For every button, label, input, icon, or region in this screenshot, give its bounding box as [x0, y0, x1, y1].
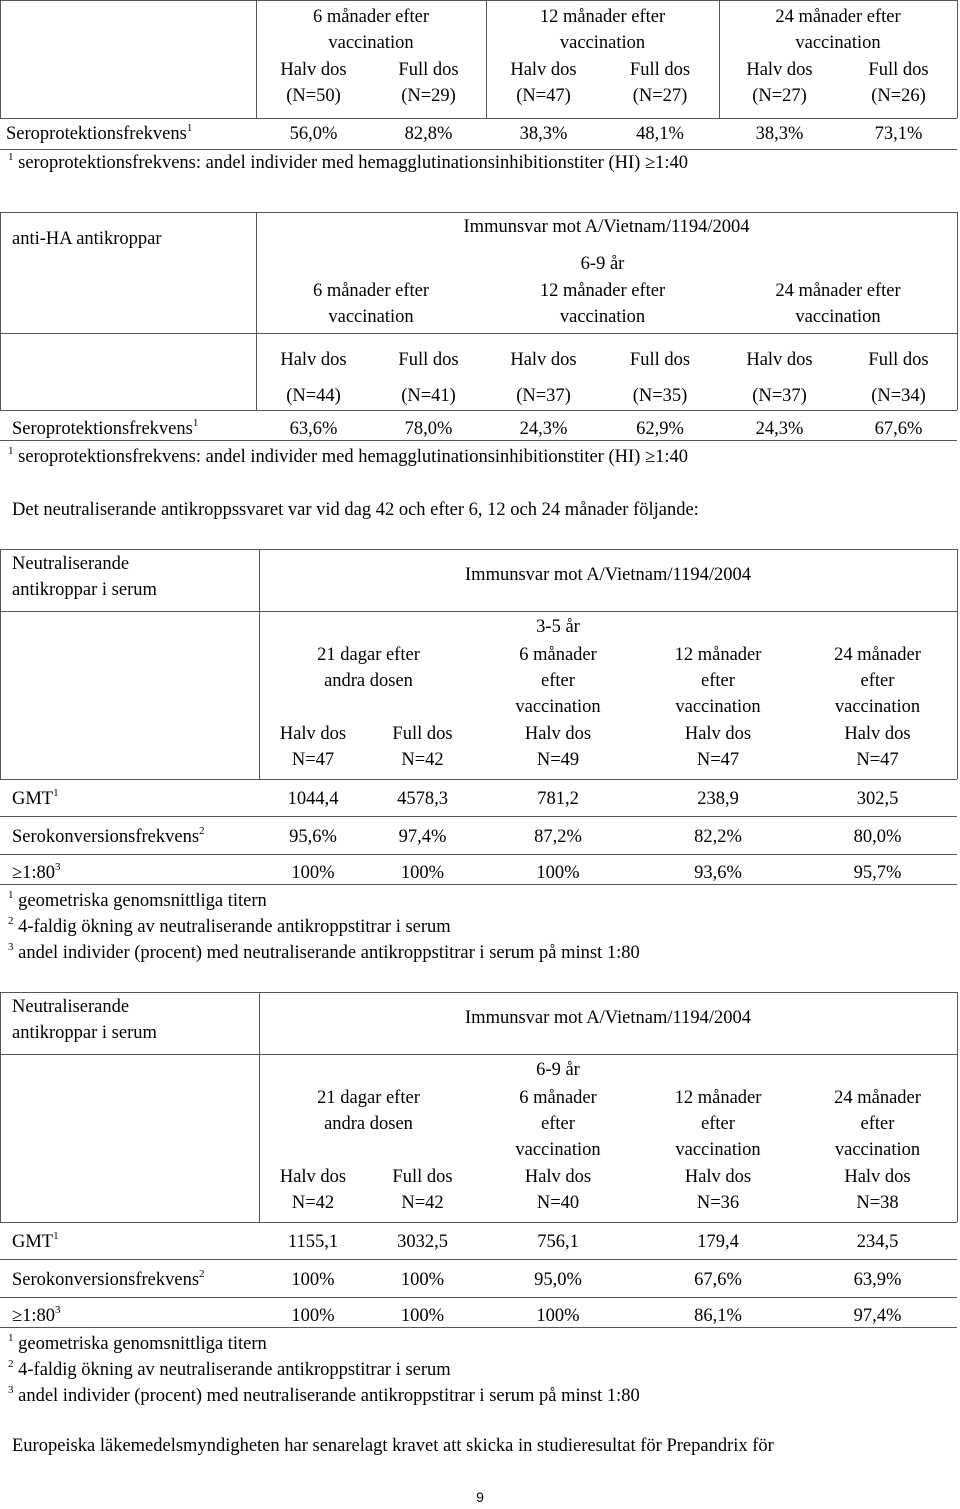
t2-cell: 62,9%	[636, 419, 684, 439]
t4-row-label-180: $\ge 1:80^3$	[12, 1304, 61, 1326]
t2-group-6m: 6 månader efter vaccination	[312, 281, 430, 327]
footnote: $^1$ geometriska genomsnittliga titern	[8, 1332, 267, 1354]
t3-footnotes	[8, 888, 640, 966]
t1-cell: 48,1%	[636, 124, 684, 144]
t1-cell: 82,8%	[404, 124, 453, 144]
t3-cell: 1044,4	[287, 789, 339, 809]
t2-footnote: $^1$ seroprotektionsfrekvens: andel individer med hemagglutinationsinhibitionstiter (HI) ≥1:40	[8, 445, 688, 467]
t3-row-label-gmt: GMT$^1$	[12, 787, 59, 809]
t2-cell: 78,0%	[404, 419, 453, 439]
t4-cell: 86,1%	[694, 1306, 742, 1326]
t2-row-label: Seroprotektionsfrekvens$^1$	[12, 417, 199, 439]
t2-col-header: Full dos (N=35)	[629, 350, 691, 406]
t3-cell: 781,2	[537, 789, 579, 809]
t2-cell: 24,3%	[519, 419, 568, 439]
t4-footnotes	[8, 1331, 640, 1409]
footnote: $^2$ 4-faldig ökning av neutraliserande antikroppstitrar i serum	[8, 915, 451, 937]
t3-col-header: 12 månader efter vaccination	[674, 645, 762, 717]
t1-col-header: Full dos (N=27)	[629, 60, 691, 106]
t1-cell: 38,3%	[519, 124, 568, 144]
t4-cell: 97,4%	[853, 1306, 902, 1326]
t2-corner-label: anti-HA antikroppar	[12, 229, 162, 249]
intro-text: Det neutraliserande antikroppssvaret var vid dag 42 och efter 6, 12 och 24 månader följande:	[12, 500, 699, 520]
t4-col-header: 24 månader efter vaccination	[834, 1088, 921, 1160]
t3-dose-header: Halv dos N=47	[279, 724, 347, 770]
t3-corner-label: Neutraliserande antikroppar i serum	[12, 554, 157, 600]
t1-cell: 56,0%	[289, 124, 338, 144]
t3-title: Immunsvar mot A/Vietnam/1194/2004	[465, 565, 751, 585]
t4-col-header: 12 månader efter vaccination	[674, 1088, 762, 1160]
t4-cell: 179,4	[697, 1232, 739, 1252]
footnote: $^1$ geometriska genomsnittliga titern	[8, 889, 267, 911]
t3-row-label-serokonversion: Serokonversionsfrekvens$^2$	[12, 825, 205, 847]
t4-cell: 100%	[400, 1270, 445, 1290]
t4-corner-label: Neutraliserande antikroppar i serum	[12, 997, 157, 1043]
t1-group-6m: 6 månader efter vaccination	[312, 7, 430, 53]
t2-col-header: Halv dos (N=37)	[510, 350, 577, 406]
t4-cell: 100%	[291, 1306, 335, 1326]
t3-cell: 80,0%	[853, 827, 902, 847]
t2-group-12m: 12 månader efter vaccination	[539, 281, 666, 327]
t3-dose-header: Halv dos N=47	[844, 724, 911, 770]
t3-row-label-180: $\ge 1:80^3$	[12, 861, 61, 883]
t3-col-header: 6 månader efter vaccination	[515, 645, 601, 717]
t1-col-header: Halv dos (N=27)	[746, 60, 813, 106]
t4-dose-header: Halv dos N=42	[279, 1167, 347, 1213]
t3-cell: 95,7%	[853, 863, 902, 883]
t4-cell: 63,9%	[853, 1270, 902, 1290]
footnote: $^3$ andel individer (procent) med neutraliserande antikroppstitrar i serum på minst 1:80	[8, 1384, 640, 1406]
page-number: 9	[476, 1489, 484, 1505]
t3-cell: 82,2%	[694, 827, 742, 847]
t2-group-24m: 24 månader efter vaccination	[775, 281, 901, 327]
t4-dose-header: Full dos N=42	[392, 1167, 453, 1213]
t1-col-header: Halv dos (N=50)	[280, 60, 347, 106]
t4-cell: 756,1	[537, 1232, 579, 1252]
t3-age: 3-5 år	[536, 617, 580, 637]
t4-row-label-gmt: GMT$^1$	[12, 1230, 59, 1252]
t4-cell: 67,6%	[694, 1270, 742, 1290]
t3-dose-header: Halv dos N=47	[684, 724, 752, 770]
t3-dose-header: Full dos N=42	[392, 724, 453, 770]
t4-cell: 100%	[400, 1306, 445, 1326]
t4-cell: 3032,5	[397, 1232, 448, 1252]
t2-col-header: Halv dos (N=44)	[280, 350, 347, 406]
t2-cell: 63,6%	[289, 419, 338, 439]
closing-paragraph: Europeiska läkemedelsmyndigheten har senarelagt kravet att skicka in studieresultat för Prepandrix för	[12, 1436, 774, 1456]
t2-col-header: Full dos (N=41)	[398, 350, 459, 406]
t4-cell: 95,0%	[534, 1270, 582, 1290]
t4-row-label-serokonversion: Serokonversionsfrekvens$^2$	[12, 1268, 205, 1290]
t2-age: 6-9 år	[580, 254, 625, 274]
t4-cell: 100%	[291, 1270, 335, 1290]
t4-cell: 100%	[536, 1306, 580, 1326]
t3-cell: 238,9	[697, 789, 739, 809]
t4-cell: 234,5	[856, 1232, 899, 1252]
t3-cell: 97,4%	[398, 827, 447, 847]
t3-col-header: 24 månader efter vaccination	[834, 645, 921, 717]
t3-cell: 100%	[291, 863, 335, 883]
t4-title: Immunsvar mot A/Vietnam/1194/2004	[465, 1008, 751, 1028]
footnote: $^2$ 4-faldig ökning av neutraliserande antikroppstitrar i serum	[8, 1358, 451, 1380]
t3-cell: 100%	[400, 863, 445, 883]
t4-col-header: 6 månader efter vaccination	[515, 1088, 601, 1160]
t3-cell: 95,6%	[289, 827, 337, 847]
t4-age: 6-9 år	[536, 1060, 580, 1080]
t1-cell: 73,1%	[874, 124, 923, 144]
t2-title: Immunsvar mot A/Vietnam/1194/2004	[463, 217, 750, 237]
t2-col-header: Halv dos (N=37)	[746, 350, 813, 406]
t1-col-header: Full dos (N=29)	[398, 60, 459, 106]
t4-dose-header: Halv dos N=36	[684, 1167, 752, 1213]
t3-cell: 100%	[536, 863, 580, 883]
t3-cell: 302,5	[856, 789, 899, 809]
t2-col-header: Full dos (N=34)	[868, 350, 929, 406]
t1-col-header: Full dos (N=26)	[868, 60, 929, 106]
t1-col-header: Halv dos (N=47)	[510, 60, 577, 106]
t1-group-24m: 24 månader efter vaccination	[775, 7, 901, 53]
t3-cell: 93,6%	[694, 863, 742, 883]
t4-dose-header: Halv dos N=40	[524, 1167, 592, 1213]
t4-cell: 1155,1	[287, 1232, 339, 1252]
t3-dose-header: Halv dos N=49	[524, 724, 592, 770]
t2-cell: 67,6%	[874, 419, 923, 439]
t4-day21-header: 21 dagar efter andra dosen	[317, 1088, 420, 1134]
t4-dose-header: Halv dos N=38	[844, 1167, 911, 1213]
t2-cell: 24,3%	[755, 419, 804, 439]
t3-cell: 87,2%	[534, 827, 582, 847]
t3-cell: 4578,3	[397, 789, 448, 809]
t1-cell: 38,3%	[755, 124, 804, 144]
t3-day21-header: 21 dagar efter andra dosen	[317, 645, 420, 691]
t1-group-12m: 12 månader efter vaccination	[539, 7, 666, 53]
footnote: $^3$ andel individer (procent) med neutraliserande antikroppstitrar i serum på minst 1:80	[8, 941, 640, 963]
t1-footnote: $^1$ seroprotektionsfrekvens: andel individer med hemagglutinationsinhibitionstiter (HI) ≥1:40	[8, 151, 688, 173]
t1-row-label: Seroprotektionsfrekvens$^1$	[6, 122, 193, 144]
